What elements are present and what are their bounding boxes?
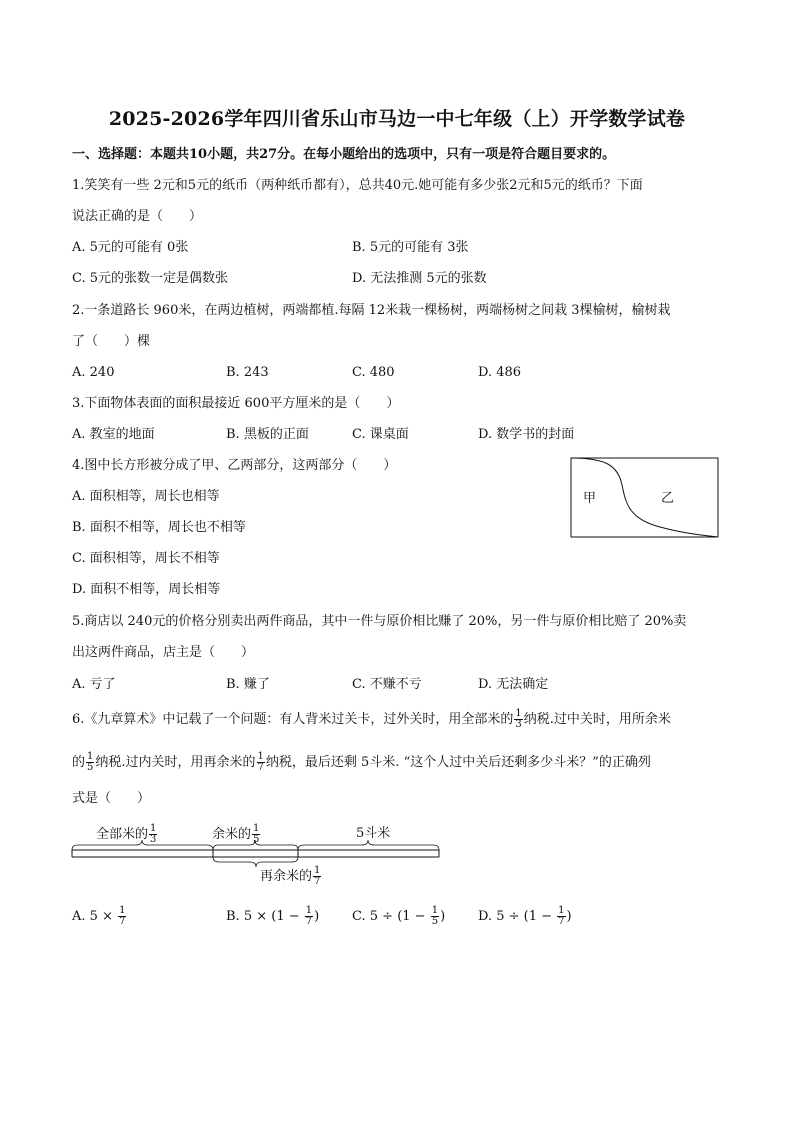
q4-option-d[interactable]: D. 面积不相等，周长相等 — [72, 582, 221, 597]
q6-option-d[interactable]: D. 5 ÷ (1 − $\frac{1}{7}$ ) — [478, 905, 572, 927]
q6-option-b[interactable]: B. 5 × (1 − $\frac{1}{7}$ ) — [226, 905, 320, 927]
q2-stem-line2: 了（ ）棵 — [72, 334, 151, 349]
q4-option-c[interactable]: C. 面积相等，周长不相等 — [72, 551, 220, 566]
fraction-one-seventh: $\frac{1}{7}$ — [314, 865, 321, 887]
diagram-label-remaining: 余米的 $\frac{1}{5}$ — [212, 823, 260, 845]
q1-stem-line2: 说法正确的是（ ） — [72, 209, 203, 224]
q4-option-b[interactable]: B. 面积不相等，周长也不相等 — [72, 520, 246, 535]
page-title: 2025-2026学年四川省乐山市马边一中七年级（上）开学数学试卷 — [108, 108, 686, 130]
q5-stem-line2: 出这两件商品，店主是（ ） — [72, 645, 255, 660]
q3-option-d[interactable]: D. 数学书的封面 — [478, 427, 575, 442]
q2-option-c[interactable]: C. 480 — [352, 365, 395, 380]
q1-option-a[interactable]: A. 5元的可能有 0张 — [72, 240, 189, 255]
q6-option-a[interactable]: A. 5 × $\frac{1}{7}$ — [72, 905, 126, 927]
q1-option-c[interactable]: C. 5元的张数一定是偶数张 — [72, 271, 229, 286]
q2-stem-line1: 2.一条道路长 960米，在两边植树，两端都植.每隔 12米栽一棵杨树，两端杨树之间栽 3棵榆树，榆树栽 — [72, 303, 671, 318]
q6-stem-line1 — [72, 709, 671, 730]
diagram-label-again-remaining: 再余米的 $\frac{1}{7}$ — [260, 865, 321, 887]
fraction-one-fifth: $\frac{1}{5}$ — [87, 751, 94, 773]
q5-option-b[interactable]: B. 赚了 — [226, 677, 270, 692]
q4-stem: 4.图中长方形被分成了甲、乙两部分，这两部分（ ） — [72, 458, 397, 473]
q3-option-a[interactable]: A. 教室的地面 — [72, 427, 155, 442]
fraction-one-seventh: $\frac{1}{7}$ — [305, 905, 313, 927]
q6-text: 6.《九章算术》中记载了一个问题：有人背米过关卡，过外关时，用全部米的 — [72, 712, 514, 727]
q3-stem: 3.下面物体表面的面积最接近 600平方厘米的是（ ） — [72, 396, 400, 411]
fraction-one-seventh: $\frac{1}{7}$ — [257, 751, 264, 773]
q6-text: 纳税，最后还剩 5斗米. “这个人过中关后还剩多少斗米？”的正确列 — [265, 755, 651, 770]
fraction-one-fifth: $\frac{1}{5}$ — [253, 823, 260, 845]
fraction-one-seventh: $\frac{1}{7}$ — [558, 905, 565, 927]
q1-option-d[interactable]: D. 无法推测 5元的张数 — [352, 271, 487, 286]
section-heading: 一、选择题：本题共10小题，共27分。在每小题给出的选项中，只有一项是符合题目要求的。 — [72, 147, 616, 162]
q5-option-a[interactable]: A. 亏了 — [72, 677, 116, 692]
q5-option-c[interactable]: C. 不赚不亏 — [352, 677, 422, 692]
q4-option-a[interactable]: A. 面积相等，周长也相等 — [72, 489, 220, 504]
fraction-one-third: $\frac{1}{3}$ — [515, 708, 522, 730]
q1-option-b[interactable]: B. 5元的可能有 3张 — [352, 240, 469, 255]
q6-text: 的 — [72, 755, 86, 770]
region-jia-label: 甲 — [583, 491, 597, 506]
q6-text: 纳税.过内关时，用再余米的 — [95, 755, 256, 770]
fraction-one-third: $\frac{1}{3}$ — [150, 823, 157, 845]
fraction-one-fifth: $\frac{1}{5}$ — [431, 905, 439, 927]
region-yi-label: 乙 — [661, 491, 675, 506]
q2-option-a[interactable]: A. 240 — [72, 365, 115, 380]
q6-stem-line3: 式是（ ） — [72, 791, 151, 806]
q6-text: 纳税.过中关时，用所余米 — [523, 712, 671, 727]
q5-stem-line1: 5.商店以 240元的价格分别卖出两件商品，其中一件与原价相比赚了 20%，另一件与原价相比赔了 20%卖 — [72, 614, 687, 629]
diagram-label-whole: 全部米的 $\frac{1}{3}$ — [96, 823, 157, 845]
q3-option-c[interactable]: C. 课桌面 — [352, 427, 409, 442]
q2-option-d[interactable]: D. 486 — [478, 365, 522, 380]
q1-stem-line1: 1.笑笑有一些 2元和5元的纸币（两种纸币都有），总共40元.她可能有多少张2元和5元的纸币？下面 — [72, 178, 643, 193]
diagram-label-five-dou: 5斗米 — [356, 826, 391, 841]
fraction-one-seventh: $\frac{1}{7}$ — [119, 905, 126, 927]
q2-option-b[interactable]: B. 243 — [226, 365, 269, 380]
q5-option-d[interactable]: D. 无法确定 — [478, 677, 549, 692]
q3-option-b[interactable]: B. 黑板的正面 — [226, 427, 309, 442]
q6-option-c[interactable]: C. 5 ÷ (1 − $\frac{1}{5}$ ) — [352, 905, 446, 927]
q6-stem-line2 — [72, 752, 651, 773]
